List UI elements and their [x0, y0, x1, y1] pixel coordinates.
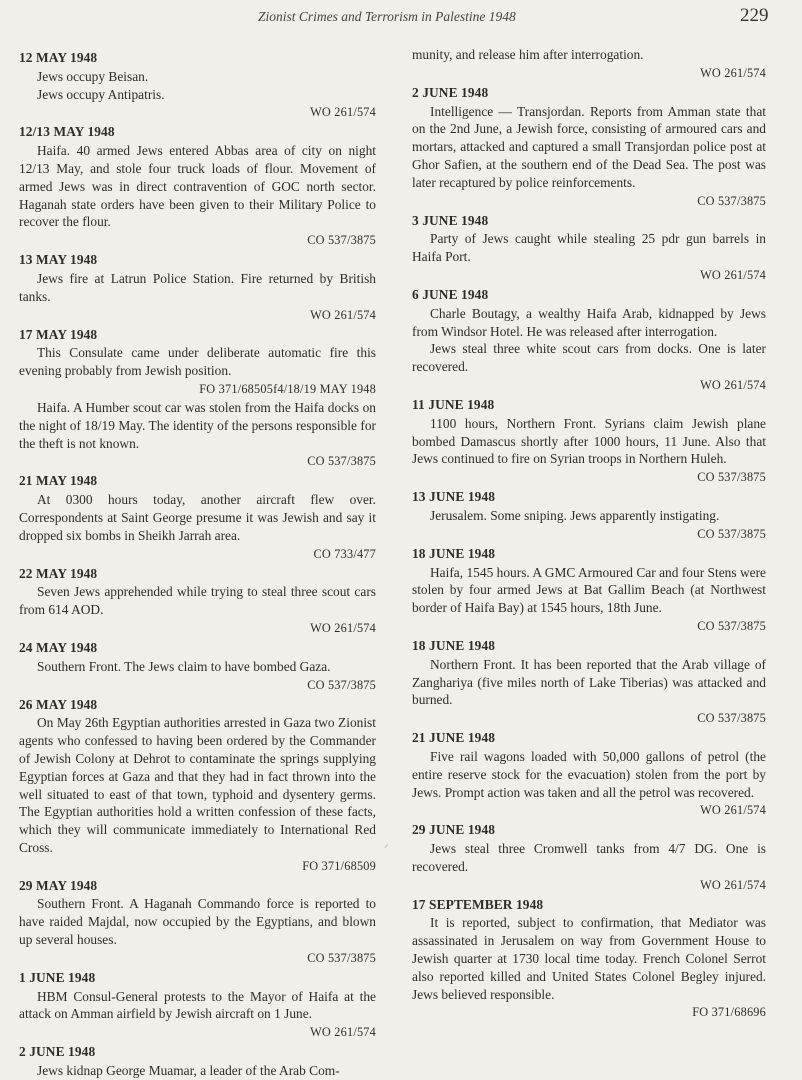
- entry-text: HBM Consul-General protests to the Mayor of Haifa at the attack on Amman airfield by Jewish aircraft on 1 June.: [19, 988, 376, 1022]
- entry-text: Five rail wagons loaded with 50,000 gallons of petrol (the entire reserve stock for the evacuation) stolen from the port by Jews. Prompt action was taken and all the petrol was recovered.: [412, 748, 766, 800]
- archive-reference: WO 261/574: [310, 105, 376, 120]
- entry-text: Northern Front. It has been reported that the Arab village of Zanghariya (five miles north of Lake Tiberias) was attacked and burned.: [412, 656, 766, 708]
- entry: [19, 565, 376, 636]
- entry: [19, 969, 376, 1040]
- entry-date: 21 JUNE 1948: [412, 730, 496, 746]
- entry-text: Seven Jews apprehended while trying to steal three scout cars from 614 AOD.: [19, 584, 376, 618]
- entry-date: 1 JUNE 1948: [19, 969, 96, 985]
- entry-date: 6 JUNE 1948: [412, 286, 489, 302]
- entry-date: 18 JUNE 1948: [412, 637, 496, 653]
- entry-text: 1100 hours, Northern Front. Syrians claim Jewish plane bombed Damascus shortly after 1000 hours, 11 June. Also that Jews continued to fire on Syrian troops in Northern Huleh.: [412, 415, 766, 467]
- entry-text: Charle Boutagy, a wealthy Haifa Arab, kidnapped by Jews from Windsor Hotel. He was released after interrogation.: [412, 305, 766, 339]
- entry-date: 13 JUNE 1948: [412, 489, 496, 505]
- entry-date: 3 JUNE 1948: [412, 212, 489, 228]
- archive-reference: CO 537/3875: [697, 470, 766, 485]
- entry-text: Southern Front. A Haganah Commando force is reported to have raided Majdal, now occupied by the Egyptians, and blown up several houses.: [19, 896, 376, 948]
- archive-reference: CO 537/3875: [307, 233, 376, 248]
- archive-reference: WO 261/574: [700, 877, 766, 892]
- archive-reference: CO 537/3875: [697, 526, 766, 541]
- right-column: [412, 46, 766, 1022]
- entry-date: 29 MAY 1948: [19, 877, 98, 893]
- entry-text: Jews occupy Antipatris.: [37, 86, 165, 102]
- archive-reference: WO 261/574: [310, 620, 376, 635]
- entry: [412, 84, 766, 209]
- entry-date: 17 SEPTEMBER 1948: [412, 896, 544, 912]
- entry-text: Jews steal three white scout cars from docks. One is later recovered.: [412, 341, 766, 375]
- entry-text: Jerusalem. Some sniping. Jews apparently instigating.: [430, 507, 720, 523]
- entry-text: Jews occupy Beisan.: [37, 68, 149, 84]
- entry: [412, 729, 766, 818]
- entry: [19, 49, 376, 120]
- entry-text: Haifa. A Humber scout car was stolen from the Haifa docks on the night of 18/19 May. The identity of the persons responsible for the theft is not known.: [19, 399, 376, 451]
- archive-reference: WO 261/574: [700, 803, 766, 818]
- archive-reference: WO 261/574: [700, 267, 766, 282]
- entry: [19, 123, 376, 248]
- entry-text: On May 26th Egyptian authorities arrested in Gaza two Zionist agents who confessed to having been ordered by the Commander of Jewish Colony at Dehrot to contaminate the springs supplying Egyptian forces at Gaza and that they had in fact thrown into the well situated to east of that town, typhoid and dysentery germs. The Egyptian authorities hold a written confession of these facts, which they will communicate immediately to International Red Cross.: [19, 715, 376, 855]
- entry: [412, 212, 766, 283]
- entry-date: 2 JUNE 1948: [19, 1044, 96, 1060]
- entry-text: This Consulate came under deliberate automatic fire this evening probably from Jewish position.: [19, 345, 376, 379]
- archive-reference: FO 371/68509: [302, 858, 376, 873]
- entry: [19, 696, 376, 874]
- entry-date: 29 JUNE 1948: [412, 822, 496, 838]
- entry-date: 18 JUNE 1948: [412, 545, 496, 561]
- entry-text: Jews kidnap George Muamar, a leader of the Arab Com-: [37, 1063, 340, 1079]
- entry: [412, 46, 766, 81]
- archive-reference: CO 537/3875: [307, 950, 376, 965]
- left-column: [19, 46, 376, 1080]
- entry-text: Intelligence — Transjordan. Reports from Amman state that on the 2nd June, a Jewish force, consisting of armoured cars and mortars, attacked and captured a small Transjordan police post at Ghor Safien, at the southern end of the Dead Sea. The post was later recaptured by police reinforcements.: [412, 103, 766, 190]
- archive-reference: CO 733/477: [313, 546, 376, 561]
- entry: [19, 1043, 376, 1080]
- entry-text: Jews fire at Latrun Police Station. Fire returned by British tanks.: [19, 270, 376, 304]
- entry-text: Haifa. 40 armed Jews entered Abbas area of city on night 12/13 May, and stole four truck loads of flour. Movement of armed Jews was in direct contravention of GOC north sector. Haganah state orders have been given to their Military Police to recover the flour.: [19, 143, 376, 230]
- archive-reference: CO 537/3875: [697, 618, 766, 633]
- entry-date: 11 JUNE 1948: [412, 396, 495, 412]
- archive-reference: CO 537/3875: [307, 454, 376, 469]
- archive-reference: FO 371/68505f4/18/19 MAY 1948: [199, 381, 376, 396]
- stray-mark: ⸝: [384, 839, 389, 850]
- entry-date: 17 MAY 1948: [19, 326, 98, 342]
- page-header: [0, 0, 802, 32]
- entry: [412, 286, 766, 393]
- entry-text: Haifa, 1545 hours. A GMC Armoured Car and four Stens were stolen by four armed Jews at Bat Gallim Beach (at Northwest border of Haifa Bay) at 1545 hours, 18th June.: [412, 564, 766, 616]
- archive-reference: WO 261/574: [700, 65, 766, 80]
- archive-reference: WO 261/574: [700, 377, 766, 392]
- entry-date: 12/13 MAY 1948: [19, 124, 115, 140]
- running-title: Zionist Crimes and Terrorism in Palestine 1948: [258, 9, 516, 24]
- entry: [19, 877, 376, 966]
- entry-date: 24 MAY 1948: [19, 639, 98, 655]
- entry-text: munity, and release him after interrogation.: [412, 47, 644, 62]
- entry-text: At 0300 hours today, another aircraft flew over. Correspondents at Saint George presume it was Jewish and say it dropped six bombs in Sheikh Jarrah area.: [19, 492, 376, 543]
- entry: [412, 896, 766, 1021]
- archive-reference: CO 537/3875: [697, 193, 766, 208]
- entry: [19, 251, 376, 322]
- entry: [19, 326, 376, 470]
- entry: [412, 396, 766, 485]
- entry: [19, 639, 376, 693]
- entry: [19, 472, 376, 561]
- archive-reference: WO 261/574: [310, 1025, 376, 1040]
- entry-date: 21 MAY 1948: [19, 473, 98, 489]
- entry-text: Jews steal three Cromwell tanks from 4/7 DG. One is recovered.: [412, 841, 766, 874]
- archive-reference: FO 371/68696: [692, 1005, 766, 1020]
- entry: [412, 545, 766, 634]
- entry: [412, 488, 766, 542]
- entry-text: Party of Jews caught while stealing 25 pdr gun barrels in Haifa Port.: [412, 231, 766, 265]
- entry-text: It is reported, subject to confirmation, that Mediator was assassinated in Jerusalem on way from Government House to Jewish quarter at 1730 local time today. French Colonel Serrot also reported killed and United States Colonel Begley injured. Jews believed responsible.: [412, 915, 766, 1002]
- archive-reference: CO 537/3875: [697, 711, 766, 726]
- entry-text: Southern Front. The Jews claim to have bombed Gaza.: [37, 658, 331, 674]
- entry: [412, 637, 766, 726]
- entry-date: 22 MAY 1948: [19, 565, 98, 581]
- archive-reference: WO 261/574: [310, 307, 376, 322]
- entry-date: 12 MAY 1948: [19, 50, 98, 65]
- page-number: 229: [740, 5, 769, 26]
- entry: [412, 821, 766, 892]
- archive-reference: CO 537/3875: [307, 677, 376, 692]
- entry-date: 26 MAY 1948: [19, 696, 98, 712]
- entry-date: 13 MAY 1948: [19, 252, 98, 268]
- entry-date: 2 JUNE 1948: [412, 84, 489, 100]
